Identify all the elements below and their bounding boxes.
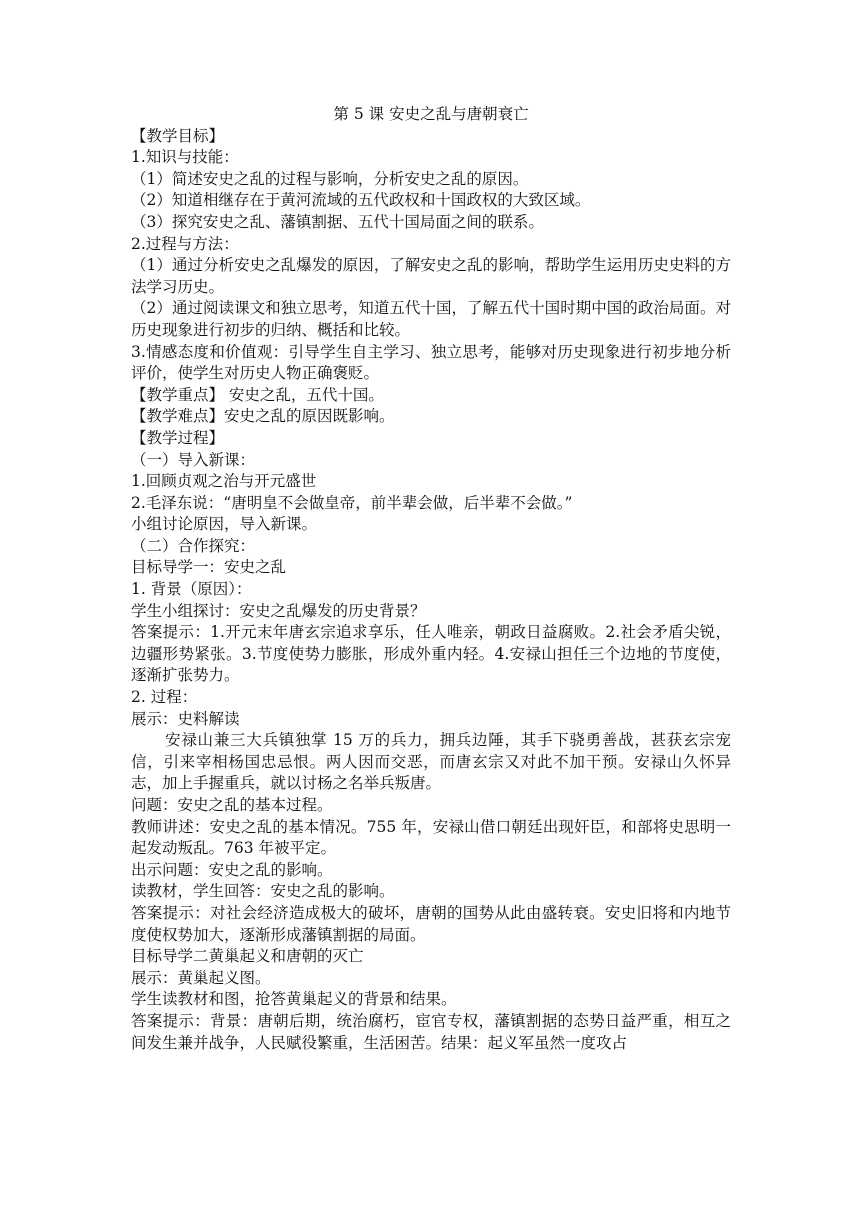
text-line: 1. 背景（原因）： xyxy=(131,580,252,599)
section-heading: 【教学目标】 xyxy=(131,126,225,145)
subheading: （二）合作探究： xyxy=(131,536,256,555)
paragraph: 答案提示：1.开元末年唐玄宗追求享乐，任人唯亲，朝政日益腐败。2.社会矛盾尖锐，边疆形势紧张。3.节度使势力膨胀，形成外重内轻。4.安禄山担任三个边地的节度使，逐渐扩张势力。 xyxy=(131,623,731,685)
subheading: 目标导学二黄巢起义和唐朝的灭亡 xyxy=(131,947,364,966)
subheading: 1.知识与技能： xyxy=(131,148,239,167)
lesson-title: 第 5 课 安史之乱与唐朝衰亡 xyxy=(333,105,529,123)
text-line: 小组讨论原因，导入新课。 xyxy=(131,515,318,534)
text-line: 问题：安史之乱的基本过程。 xyxy=(131,796,333,814)
text-line: （2）知道相继存在于黄河流域的五代政权和十国政权的大致区域。 xyxy=(131,191,591,210)
paragraph: （2）通过阅读课文和独立思考，知道五代十国，了解五代十国时期中国的政治局面。对历史现象进行初步的归纳、概括和比较。 xyxy=(131,299,731,339)
text-line: （3）探究安史之乱、藩镇割据、五代十国局面之间的联系。 xyxy=(131,212,544,231)
text-line: 2. 过程： xyxy=(131,688,198,707)
subheading: （一）导入新课： xyxy=(131,450,256,469)
subheading: 2.过程与方法： xyxy=(131,234,239,253)
paragraph: 教师讲述：安史之乱的基本情况。755 年，安禄山借口朝廷出现奸臣，和部将史思明一起发动叛乱。763 年被平定。 xyxy=(131,817,731,858)
paragraph: （1）通过分析安史之乱爆发的原因，了解安史之乱的影响，帮助学生运用历史史料的方法学习历史。 xyxy=(131,256,731,296)
text-line: 展示：史料解读 xyxy=(131,709,240,728)
text-line: 1.回顾贞观之治与开元盛世 xyxy=(131,472,317,491)
text-line: 学生小组探讨：安史之乱爆发的历史背景？ xyxy=(131,601,426,620)
section-heading: 【教学过程】 xyxy=(131,428,225,447)
paragraph: 答案提示：对社会经济造成极大的破坏，唐朝的国势从此由盛转衰。安史旧将和内地节度使权势加大，逐渐形成藩镇割据的局面。 xyxy=(131,903,731,944)
text-line: 2.毛泽东说：“唐明皇不会做皇帝，前半辈会做，后半辈不会做。” xyxy=(131,493,573,512)
paragraph: 3.情感态度和价值观：引导学生自主学习、独立思考，能够对历史现象进行初步地分析评价，使学生对历史人物正确褒贬。 xyxy=(131,342,731,383)
text-line: （1）简述安史之乱的过程与影响，分析安史之乱的原因。 xyxy=(131,169,529,188)
quoted-source-paragraph: 安禄山兼三大兵镇独掌 15 万的兵力，拥兵边陲，其手下骁勇善战，甚获玄宗宠信，引来宰相杨国忠忌恨。两人因而交恶，而唐玄宗又对此不加干预。安禄山久怀异志，加上手握重兵，就以讨杨之名举兵叛唐。 xyxy=(131,731,731,793)
section-heading: 【教学难点】安史之乱的原因既影响。 xyxy=(131,407,395,426)
subheading: 目标导学一：安史之乱 xyxy=(131,558,287,577)
text-line: 读教材，学生回答：安史之乱的影响。 xyxy=(131,882,395,901)
paragraph: 答案提示：背景：唐朝后期，统治腐朽，宦官专权，藩镇割据的态势日益严重，相互之间发生兼并战争，人民赋役繁重，生活困苦。结果：起义军虽然一度攻占 xyxy=(131,1011,731,1052)
text-line: 出示问题：安史之乱的影响。 xyxy=(131,860,333,879)
section-heading: 【教学重点】 安史之乱，五代十国。 xyxy=(131,385,384,404)
document-page xyxy=(131,104,731,1054)
text-line: 展示：黄巢起义图。 xyxy=(131,968,271,987)
text-line: 学生读教材和图，抢答黄巢起义的背景和结果。 xyxy=(131,990,457,1009)
